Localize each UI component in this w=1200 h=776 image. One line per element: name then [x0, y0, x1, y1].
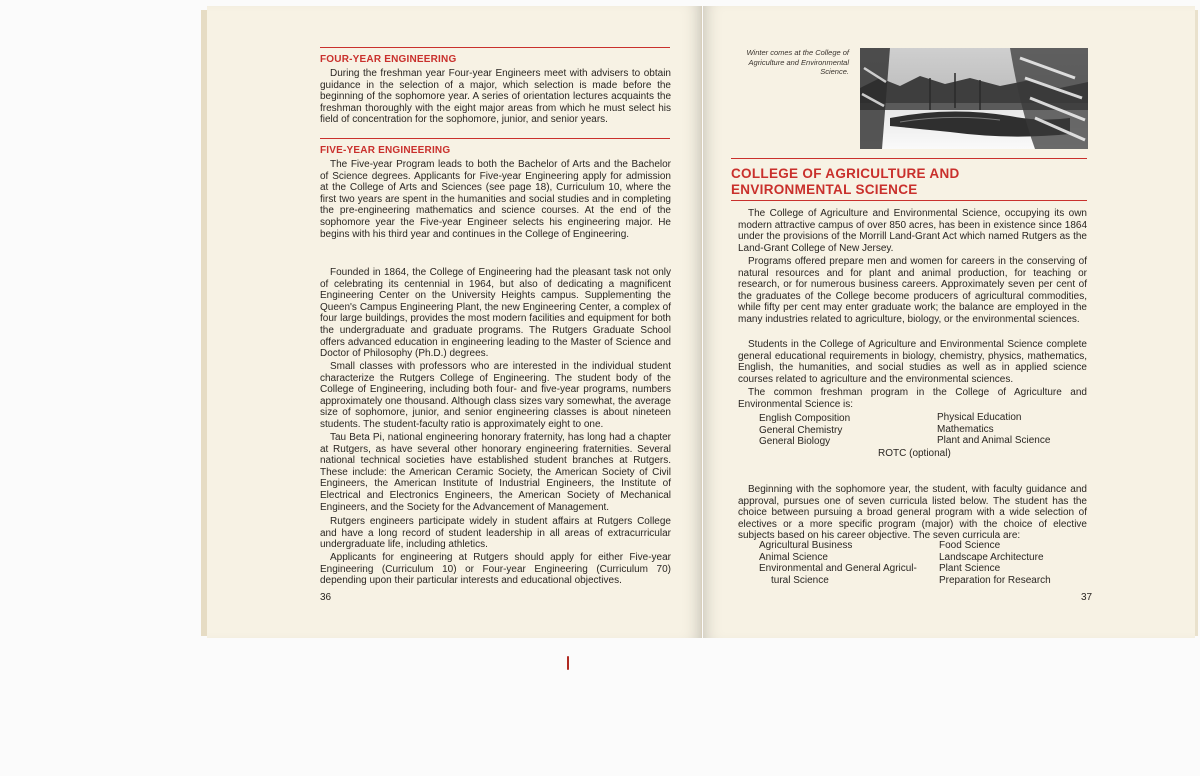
curricula-col-2: [939, 540, 1051, 587]
page-number-right: 37: [1081, 592, 1093, 603]
list-item: General Chemistry: [759, 424, 843, 436]
booklet-spread: [207, 6, 1195, 638]
four-year-paragraph: During the freshman year Four-year Engineers meet with advisers to obtain guidance in the selection of a major, which selection is made before the beginning of the sophomore year. A series of orientation lectures acquaints the freshman thoroughly with the eight major areas from which he must select his field of concentration for the sophomore, junior, and senior years.: [320, 68, 671, 126]
list-item: Environmental and General Agricul-: [759, 563, 917, 575]
rotc-optional: ROTC (optional): [878, 448, 951, 459]
freshman-program-intro: The common freshman program in the College of Agriculture and Environmental Science is:: [738, 387, 1087, 410]
four-year-heading: FOUR-YEAR ENGINEERING: [320, 54, 457, 65]
student-affairs-paragraph: Rutgers engineers participate widely in student affairs at Rutgers College and have a long record of student leadership in all areas of extracurricular undergraduate life, including athletics.: [320, 516, 671, 551]
list-item: Landscape Architecture: [939, 551, 1044, 563]
small-classes-paragraph: Small classes with professors who are interested in the individual student characterize the Rutgers College of Engineering. The student body of the College of Engineering, including both four- and five-year programs, numbers approximately one thousand. Although class sizes vary somewhat, the average size of sophomore, junior, and senior engineering classes is about nineteen students. The student-faculty ratio is approximately eight to one.: [320, 361, 671, 430]
photo-caption: Winter comes at the College of Agriculture and Environmental Science.: [746, 48, 849, 76]
section-rule: [320, 47, 670, 48]
right-page-edge: [1195, 10, 1198, 636]
curricula-col-1: [759, 540, 917, 587]
list-item: Preparation for Research: [939, 575, 1051, 587]
list-item: General Biology: [759, 436, 831, 448]
five-year-heading: FIVE-YEAR ENGINEERING: [320, 145, 451, 156]
right-page: [703, 6, 1195, 638]
binding-thread-mark: [567, 656, 569, 670]
list-item: Plant and Animal Science: [937, 435, 1051, 447]
five-year-paragraph: The Five-year Program leads to both the Bachelor of Arts and the Bachelor of Science degrees. Applicants for Five-year Engineering apply for admission at the College of Arts and Sciences (see page 18), Curriculum 10, where the first two years are spent in the humanities and social studies and in completing the pre-engineering mathematics and science courses. At the end of the sophomore year the Five-year Engineer selects his engineering major. He begins with his third year and continues in the College of Engineering.: [320, 159, 671, 240]
sophomore-paragraph: Beginning with the sophomore year, the student, with faculty guidance and approval, pursues one of seven curricula listed below. The student has the choice between pursuing a broad general program with a wide selection of electives or a more specific program (major) with the choice of elective subjects based on his career objective. The seven curricula are:: [738, 484, 1087, 542]
list-item: Food Science: [939, 540, 1001, 551]
freshman-courses-col-1: [759, 413, 850, 448]
winter-photo: [860, 48, 1088, 149]
page-number-left: 36: [320, 592, 332, 603]
list-item: Animal Science: [759, 551, 828, 563]
freshman-courses-col-2: [937, 412, 1050, 447]
list-item: Mathematics: [937, 423, 994, 435]
programs-paragraph: Programs offered prepare men and women for careers in the conserving of natural resources and for plant and animal production, for teaching or research, or for numerous business careers. Approximately seven per cent of the graduates of the College become producers of agricultural commodities, while fifty per cent may enter graduate work; the balance are employed in the many industries related to agriculture, biology, or the environmental sciences.: [738, 256, 1087, 325]
left-page-edge: [201, 10, 207, 636]
list-item: Physical Education: [937, 412, 1022, 423]
college-intro-paragraph: The College of Agriculture and Environmental Science, occupying its own modern attractive campus of over 850 acres, has been in existence since 1864 under the provisions of the Morrill Land-Grant Act which named Rutgers as the Land-Grant College of New Jersey.: [738, 208, 1087, 254]
requirements-paragraph: Students in the College of Agriculture and Environmental Science complete general educational requirements in biology, chemistry, physics, mathematics, English, the humanities, and social studies as well as in applied science courses related to agriculture and the environmental sciences.: [738, 339, 1087, 385]
college-heading-line-1: COLLEGE OF AGRICULTURE AND: [731, 166, 960, 181]
heading-rule-bottom: [731, 200, 1087, 201]
list-item: English Composition: [759, 413, 851, 424]
founding-paragraph: Founded in 1864, the College of Engineering had the pleasant task not only of celebrating its centennial in 1964, but also of dedicating a magnificent Engineering Center on the University Heights campus. Supplementing the Queen's Campus Engineering Plant, the new Engineering Center, a complex of four large buildings, provides the most modern facilities and equipment for both the undergraduate and graduate programs. The Rutgers Graduate School offers advanced education in engineering leading to the Master of Science and Doctor of Philosophy (Ph.D.) degrees.: [320, 267, 671, 360]
college-heading-line-2: ENVIRONMENTAL SCIENCE: [731, 182, 918, 197]
applicants-paragraph: Applicants for engineering at Rutgers should apply for either Five-year Engineering (Curriculum 10) or Four-year Engineering (Curriculum 70) depending upon their particular interests and educational objectives.: [320, 552, 671, 587]
college-heading: [731, 166, 960, 198]
left-page: [207, 6, 702, 638]
heading-rule-top: [731, 158, 1087, 159]
list-item: Agricultural Business: [759, 540, 853, 551]
list-item: Plant Science: [939, 563, 1001, 575]
winter-scene-image: [860, 48, 1088, 149]
tau-beta-pi-paragraph: Tau Beta Pi, national engineering honorary fraternity, has long had a chapter at Rutgers, as have several other honorary engineering fraternities. Several national technical societies have established student branches at Rutgers. These include: the American Ceramic Society, the American Society of Civil Engineers, the American Institute of Industrial Engineers, the Institute of Electrical and Electronics Engineers, the American Society of Mechanical Engineers, and the Society for the Advancement of Management.: [320, 432, 671, 513]
section-rule: [320, 138, 670, 139]
list-item: tural Science: [771, 575, 829, 587]
